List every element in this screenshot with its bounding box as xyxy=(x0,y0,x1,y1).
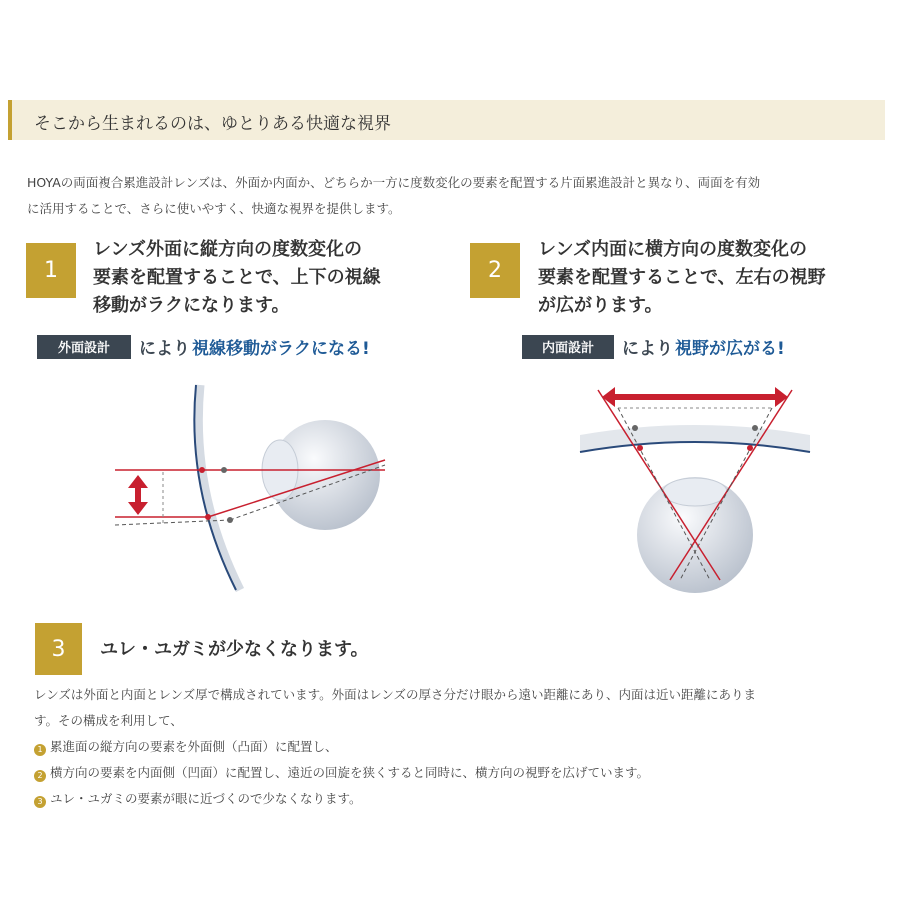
heading-line: 要素を配置することで、左右の視野 xyxy=(538,267,826,288)
heading-line: レンズ外面に縦方向の度数変化の xyxy=(93,239,363,260)
intro-text xyxy=(27,170,760,222)
heading-line: 移動がラクになります。 xyxy=(93,295,290,316)
point-2-heading xyxy=(538,236,826,320)
tagline-mid: により xyxy=(622,339,673,359)
intro-line: HOYAの両面複合累進設計レンズは、外面か内面か、どちらか一方に度数変化の要素を配置する片面累進設計と異なり、両面を有効 xyxy=(27,175,761,190)
horizontal-arrow-icon xyxy=(602,387,788,407)
heading-line: 要素を配置することで、上下の視線 xyxy=(93,267,381,288)
number-badge-icon: 2 xyxy=(34,770,46,782)
list-item-text: ユレ・ユガミの要素が眼に近づくので少なくなります。 xyxy=(50,791,362,806)
outer-design-diagram xyxy=(100,380,400,600)
body-text xyxy=(34,682,756,812)
point-number-2: 2 xyxy=(470,243,520,298)
tagline-emphasis: 視野が広がる! xyxy=(675,339,785,359)
point-1-heading xyxy=(93,236,381,320)
section-title: そこから生まれるのは、ゆとりある快適な視界 xyxy=(34,114,391,134)
number-badge-icon: 3 xyxy=(34,796,46,808)
design-tag: 内面設計 xyxy=(522,335,614,359)
point-number-3: 3 xyxy=(35,623,82,675)
list-item-text: 累進面の縦方向の要素を外面側（凸面）に配置し、 xyxy=(50,739,338,754)
design-tag: 外面設計 xyxy=(37,335,131,359)
inner-design-diagram xyxy=(570,380,820,600)
heading-line: が広がります。 xyxy=(538,295,663,316)
list-item xyxy=(34,760,756,786)
point-2-tagline xyxy=(522,334,785,359)
point-number-1: 1 xyxy=(26,243,76,298)
list-item-text: 横方向の要素を内面側（凹面）に配置し、遠近の回旋を狭くすると同時に、横方向の視野を広げています。 xyxy=(50,765,650,780)
number-badge-icon: 1 xyxy=(34,744,46,756)
body-line: す。その構成を利用して、 xyxy=(34,713,183,728)
point-1-tagline xyxy=(37,334,370,359)
intro-line: に活用することで、さらに使いやすく、快適な視界を提供します。 xyxy=(27,201,401,216)
tagline-mid: により xyxy=(139,339,190,359)
vertical-arrow-icon xyxy=(128,475,148,515)
list-item xyxy=(34,786,756,812)
body-line: レンズは外面と内面とレンズ厚で構成されています。外面はレンズの厚さ分だけ眼から遠い距離にあり、内面は近い距離にありま xyxy=(34,687,756,702)
list-item xyxy=(34,734,756,760)
section-header xyxy=(8,100,885,140)
heading-line: レンズ内面に横方向の度数変化の xyxy=(538,239,808,260)
tagline-emphasis: 視線移動がラクになる! xyxy=(192,339,370,359)
point-3-heading: ユレ・ユガミが少なくなります。 xyxy=(100,639,369,660)
